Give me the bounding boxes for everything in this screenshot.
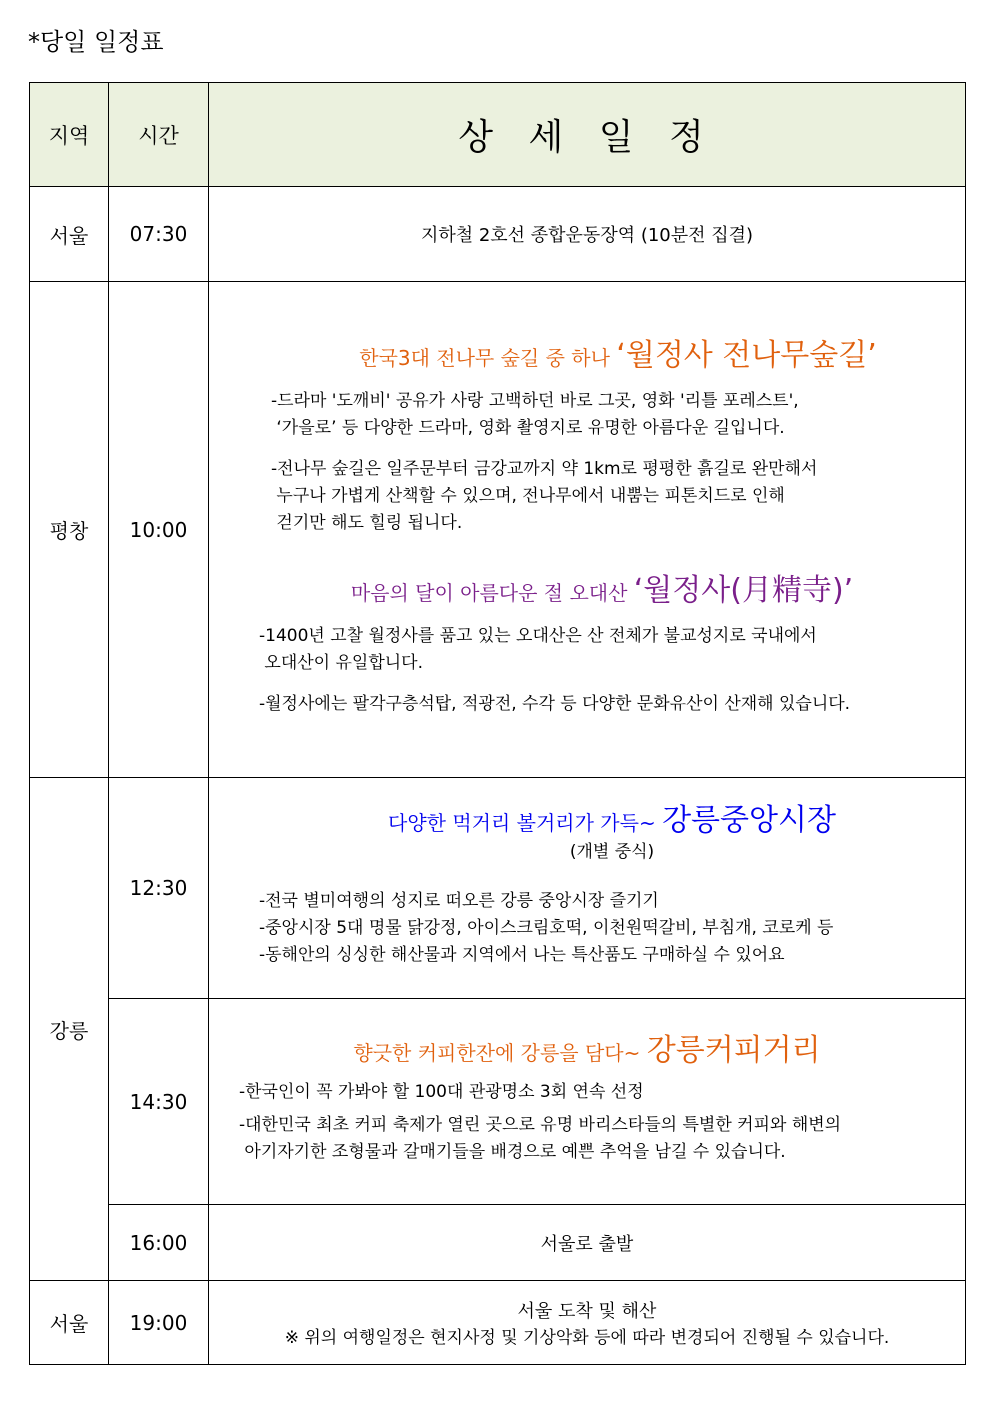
detail-cell [209, 282, 966, 778]
detail-paragraph: -전나무 숲길은 일주문부터 금강교까지 약 1km로 평평한 흙길로 완만해서 누구나 가볍게 산책할 수 있으며, 전나무에서 내뿜는 피톤치드로 인해 걷기만 해도 힐링 됩니다. [271, 458, 818, 533]
detail-cell [209, 999, 966, 1205]
table-row [30, 999, 966, 1205]
detail-paragraph: -대한민국 최초 커피 축제가 열린 곳으로 유명 바리스타들의 특별한 커피와 해변의 아기자기한 조형물과 갈매기들을 배경으로 예쁜 추억을 남길 수 있습니다. [239, 1115, 842, 1162]
region-cell: 평창 [30, 282, 109, 778]
section-heading: 향긋한 커피한잔에 강릉을 담다~ 강릉커피거리 [353, 1033, 821, 1068]
detail-paragraph: -월정사에는 팔각구층석탑, 적광전, 수각 등 다양한 문화유산이 산재해 있습니다. [259, 693, 851, 714]
region-cell: 서울 [30, 1281, 109, 1365]
detail-paragraph: -한국인이 꼭 가봐야 할 100대 관광명소 3회 연속 선정 [239, 1082, 644, 1102]
table-row [30, 778, 966, 999]
detail-cell [209, 1281, 966, 1365]
time-cell: 07:30 [109, 187, 209, 282]
section-heading: 다양한 먹거리 볼거리가 가득~ 강릉중앙시장 [388, 803, 836, 838]
time-cell: 10:00 [109, 282, 209, 778]
time-cell: 14:30 [109, 999, 209, 1205]
detail-text: 서울 도착 및 해산 [517, 1301, 657, 1322]
table-row [30, 282, 966, 778]
header-region: 지역 [30, 83, 109, 187]
time-cell: 19:00 [109, 1281, 209, 1365]
header-time: 시간 [109, 83, 209, 187]
table-row [30, 1281, 966, 1365]
detail-paragraph: -드라마 '도깨비' 공유가 사랑 고백하던 바로 그곳, 영화 '리틀 포레스트', ‘가을로’ 등 다양한 드라마, 영화 촬영지로 유명한 아름다운 길입니다. [271, 390, 799, 438]
section-heading: 한국3대 전나무 숲길 중 하나 ‘월정사 전나무숲길’ [359, 337, 877, 373]
detail-paragraph: -1400년 고찰 월정사를 품고 있는 오대산은 산 전체가 불교성지로 국내에서 오대산이 유일합니다. [259, 625, 817, 673]
document-title: *당일 일정표 [28, 28, 164, 56]
table-header-row [30, 83, 966, 187]
region-cell: 서울 [30, 187, 109, 282]
schedule-table [29, 82, 966, 1365]
region-cell: 강릉 [30, 778, 109, 1281]
detail-paragraph: -전국 별미여행의 성지로 떠오른 강릉 중앙시장 즐기기 -중앙시장 5대 명물 닭강정, 아이스크림호떡, 이천원떡갈비, 부침개, 코로케 등 -동해안의 싱싱한 해산물과 지역에서 나는 특산품도 구매하실 수 있어요 [259, 891, 834, 965]
time-cell: 16:00 [109, 1205, 209, 1281]
section-subheading: (개별 중식) [569, 842, 655, 862]
section-heading: 마음의 달이 아름다운 절 오대산 ‘월정사(月精寺)’ [350, 572, 854, 608]
header-detail: 상 세 일 정 [209, 83, 966, 187]
detail-cell [209, 778, 966, 999]
table-row [30, 187, 966, 282]
detail-cell: 서울로 출발 [209, 1205, 966, 1281]
time-cell: 12:30 [109, 778, 209, 999]
notice-text: ※ 위의 여행일정은 현지사정 및 기상악화 등에 따라 변경되어 진행될 수 있습니다. [284, 1328, 890, 1348]
detail-cell: 지하철 2호선 종합운동장역 (10분전 집결) [209, 187, 966, 282]
table-row [30, 1205, 966, 1281]
